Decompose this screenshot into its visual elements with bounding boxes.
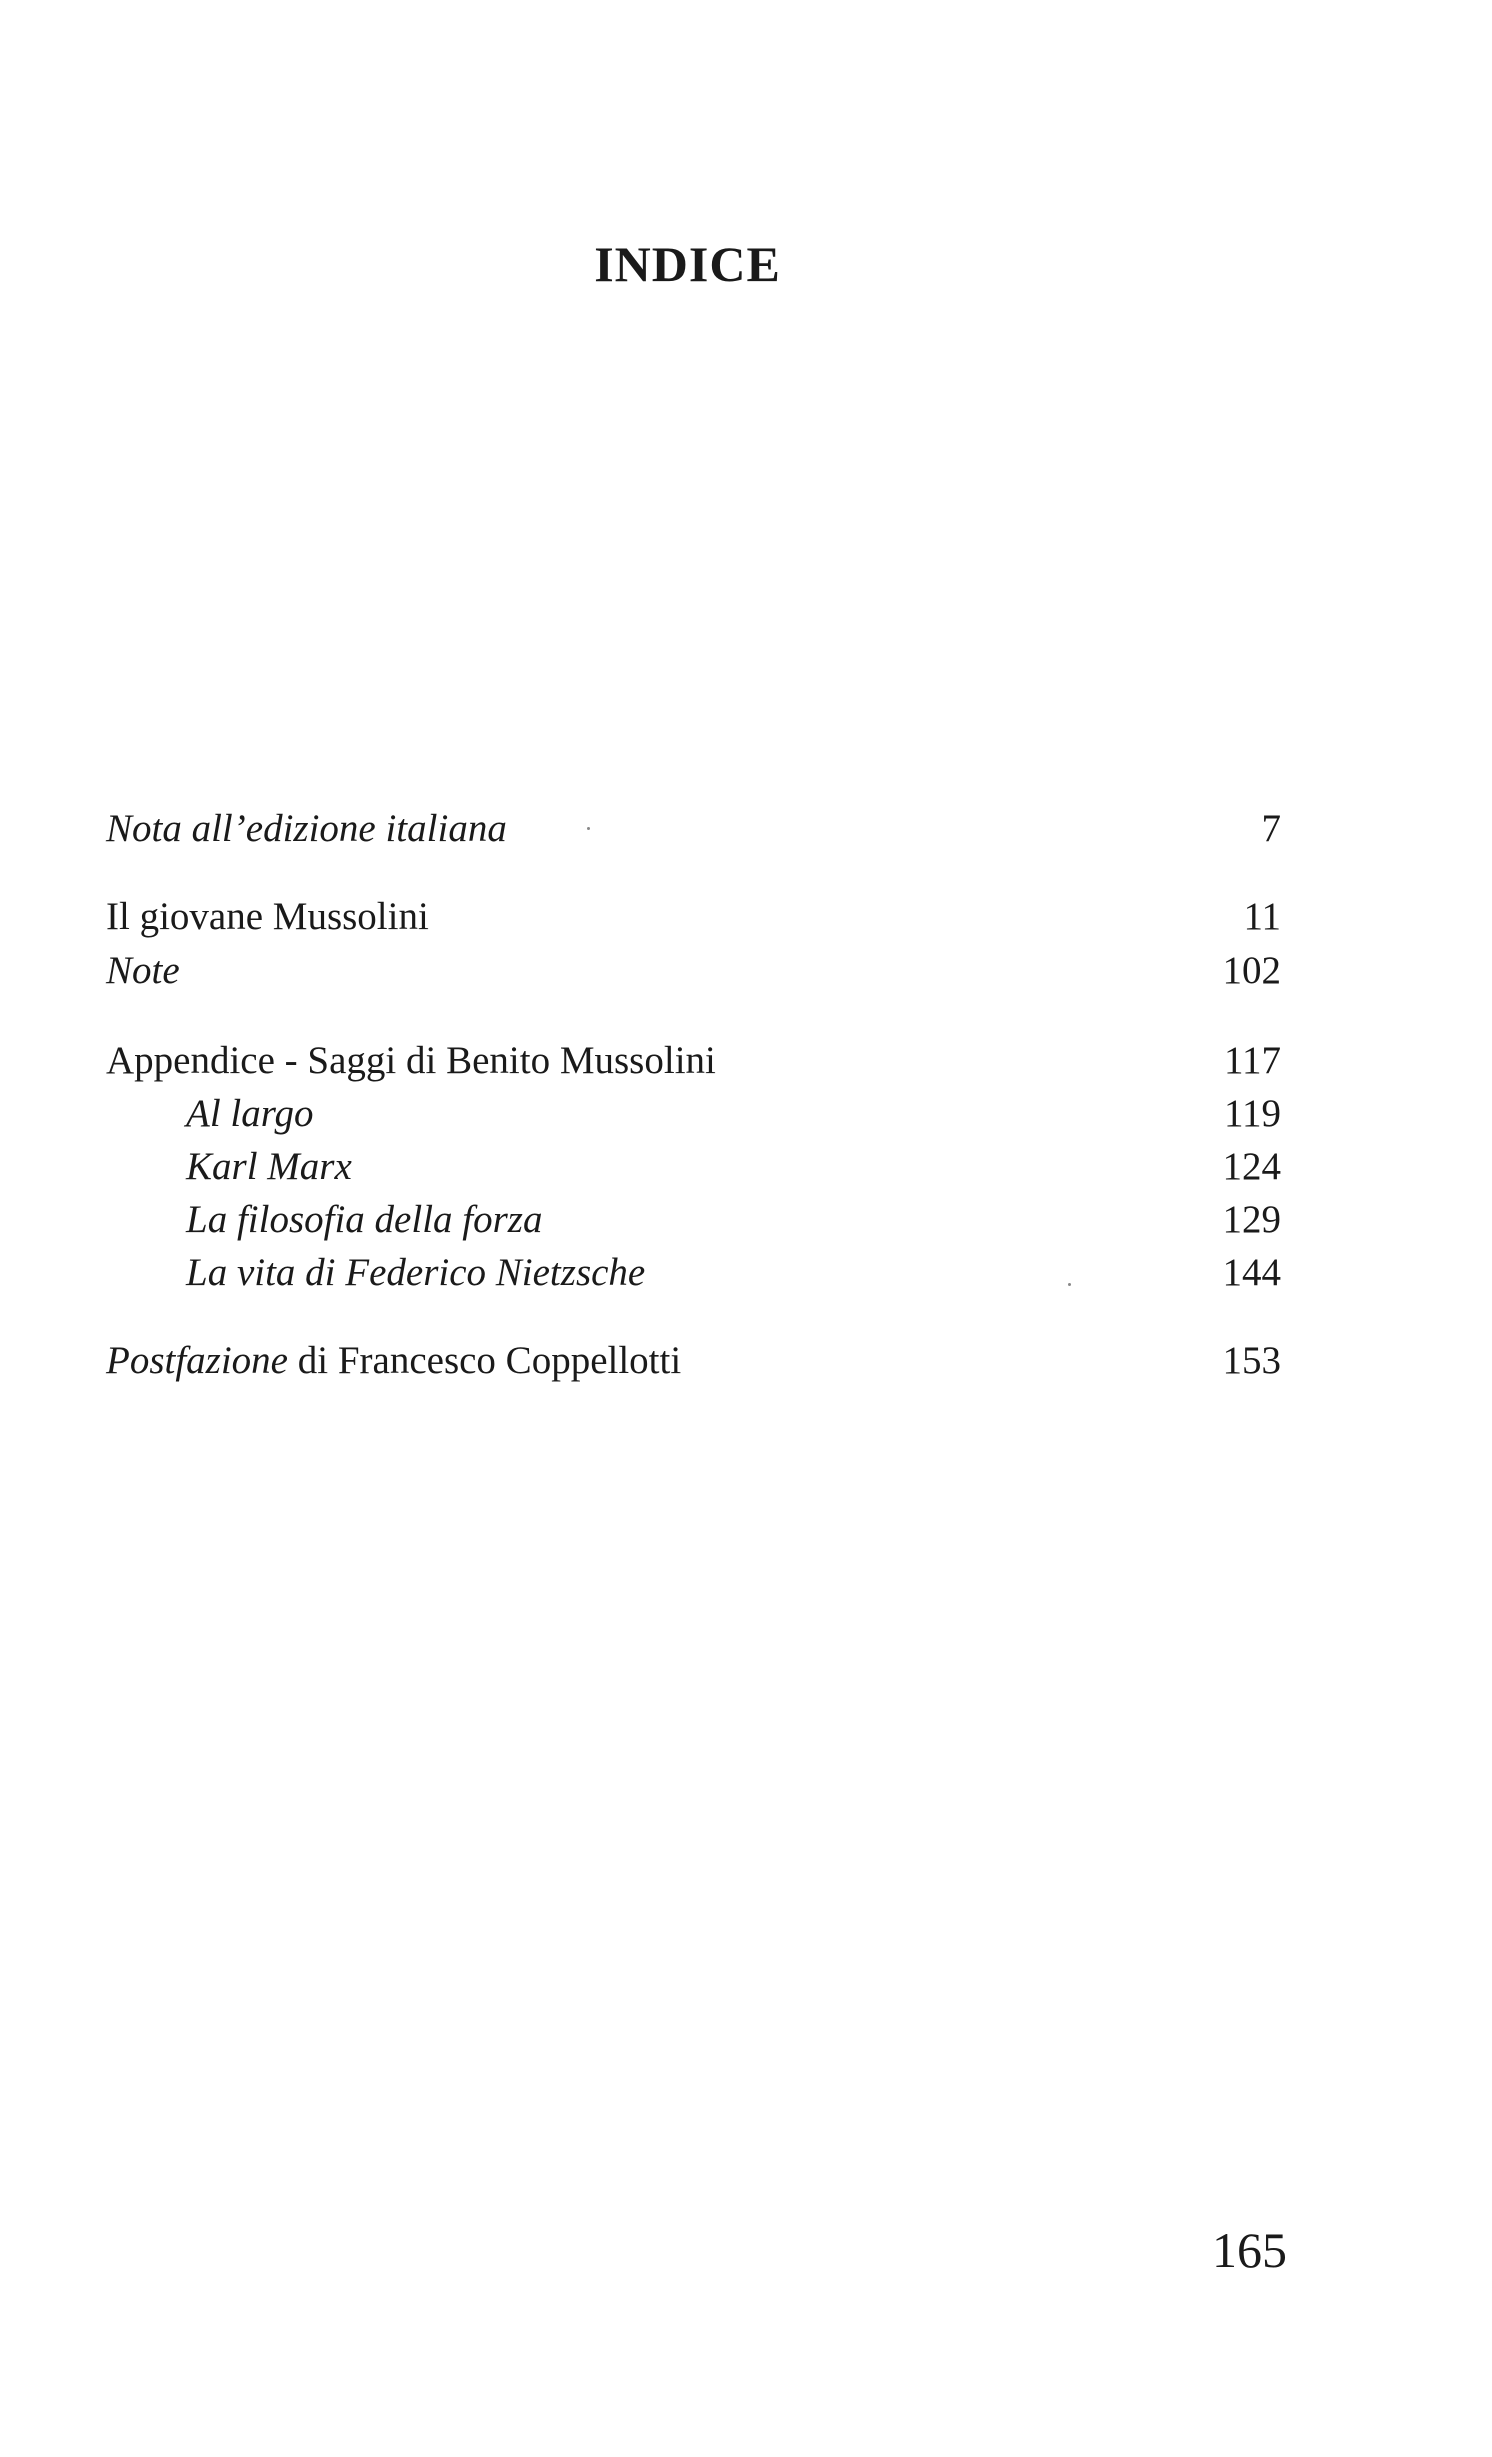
toc-entry-label: Karl Marx [186, 1145, 352, 1188]
toc-entry-label: Il giovane Mussolini [106, 895, 429, 938]
toc-entry-label: Appendice - Saggi di Benito Mussolini [106, 1039, 716, 1082]
toc-entry-label-rest: di Francesco Coppellotti [297, 1339, 682, 1382]
page-title: INDICE [594, 235, 781, 292]
toc-entry-label: Note [106, 949, 180, 992]
toc-entry-page: 7 [1261, 807, 1281, 850]
toc-entry-page: 124 [1222, 1145, 1281, 1188]
toc-entry-giovane-mussolini [106, 890, 1281, 944]
toc-entry-label: Al largo [186, 1092, 314, 1135]
toc-entry-page: 119 [1223, 1092, 1281, 1135]
toc-entry-page: 117 [1223, 1039, 1281, 1082]
toc-subentry-vita-nietzsche [186, 1246, 1281, 1300]
toc-entry-page: 144 [1222, 1251, 1281, 1294]
toc-entry-page: 102 [1222, 949, 1281, 992]
toc-entry-label: La vita di Federico Nietzsche [186, 1251, 646, 1294]
toc-entry-label: Nota all’edizione italiana [106, 807, 507, 850]
toc-entry-page: 11 [1243, 895, 1281, 938]
toc-entry-appendice [106, 1034, 1281, 1088]
toc-entry-label: La filosofia della forza [186, 1198, 543, 1241]
toc-entry-postfazione [106, 1334, 1281, 1388]
page-number: 165 [1212, 2222, 1287, 2278]
toc-subentry-karl-marx [186, 1140, 1281, 1194]
toc-subentry-al-largo [186, 1087, 1281, 1141]
toc-entry-page: 129 [1222, 1198, 1281, 1241]
toc-subentry-filosofia-forza [186, 1193, 1281, 1247]
scan-speck [587, 827, 590, 830]
toc-entry-label [106, 1334, 681, 1388]
toc-entry-note [106, 944, 1281, 998]
toc-entry-page: 153 [1222, 1339, 1281, 1382]
toc-entry-label-italic: Postfazione [106, 1339, 288, 1382]
scan-speck [1068, 1283, 1071, 1286]
toc-entry-nota [106, 802, 1281, 856]
